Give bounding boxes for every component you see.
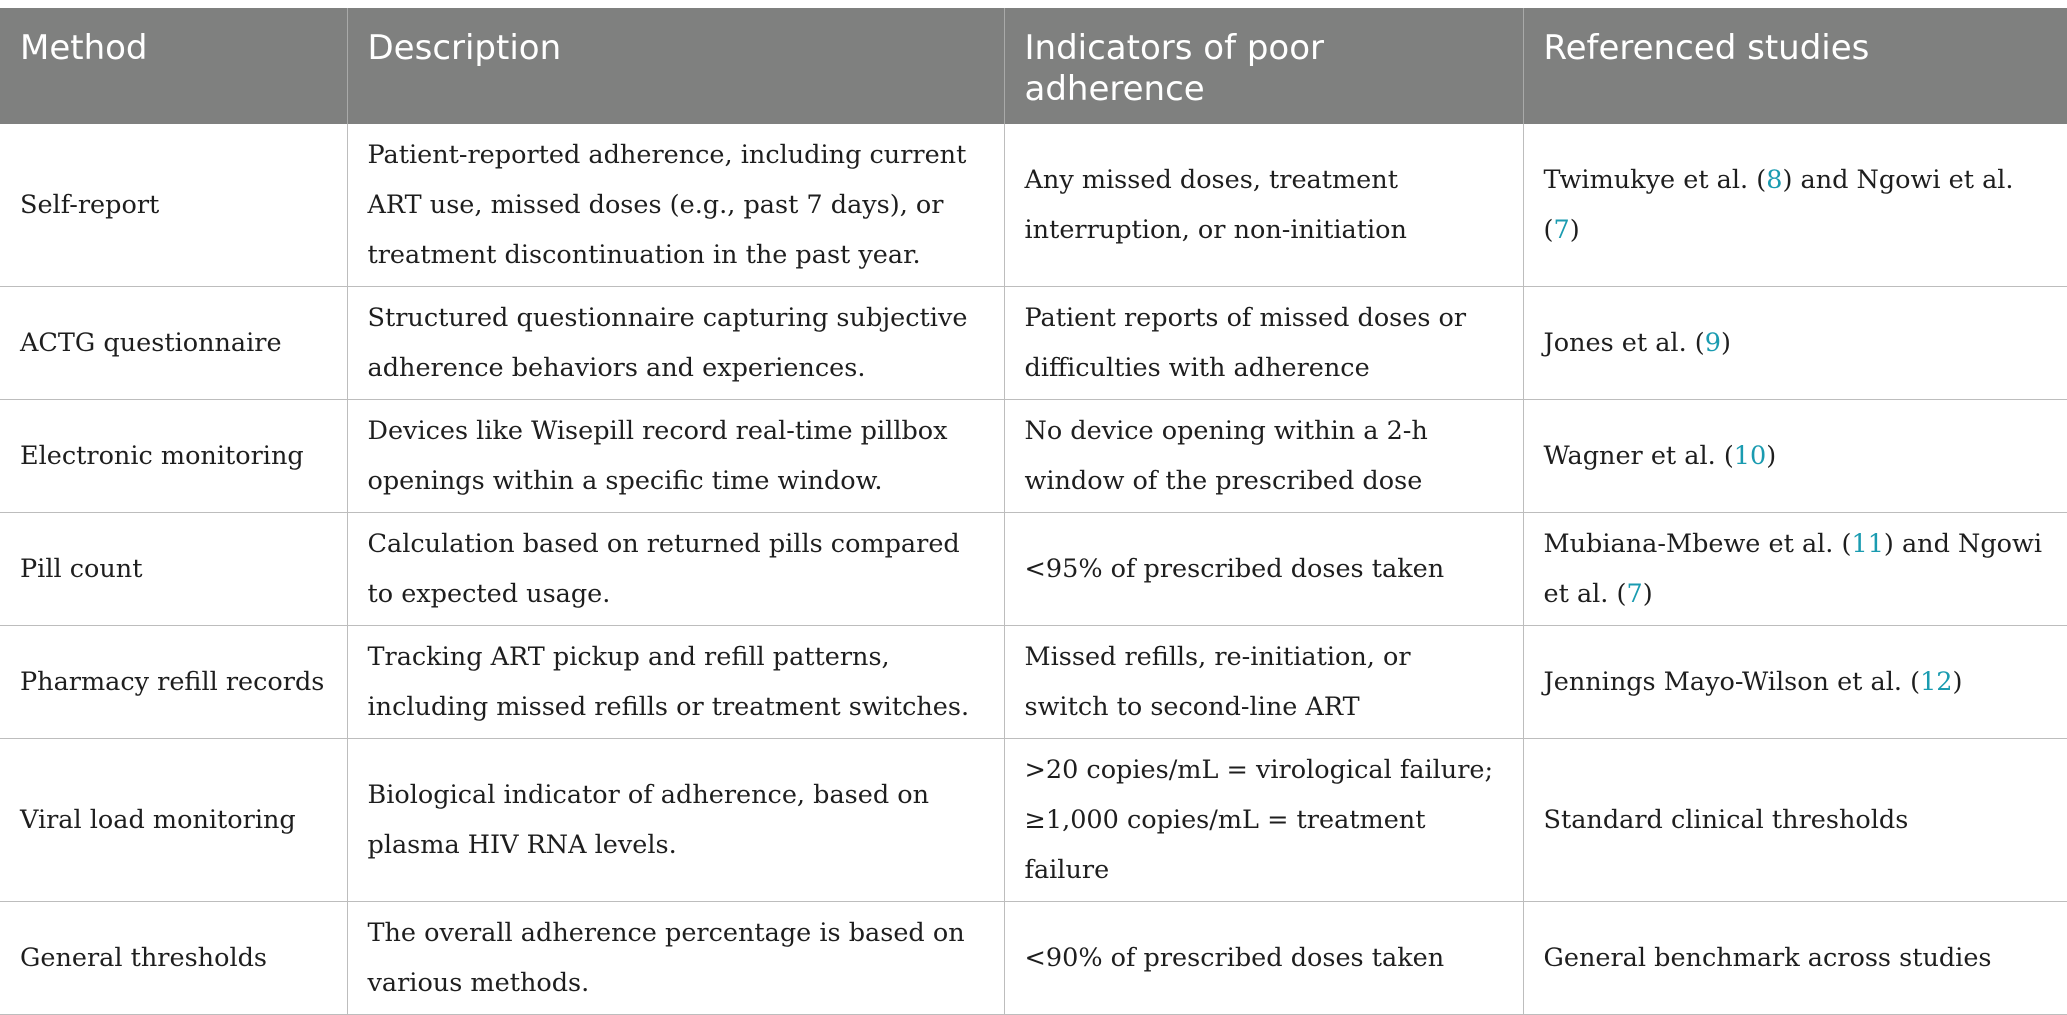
method-cell: Viral load monitoring — [0, 739, 347, 902]
indicators-cell: Any missed doses, treatment interruption, or non-initiation — [1004, 124, 1523, 287]
method-cell: Electronic monitoring — [0, 400, 347, 513]
references-cell — [1523, 400, 2067, 513]
reference-author: Jennings Mayo-Wilson et al. ( — [1543, 667, 1921, 697]
method-cell: General thresholds — [0, 902, 347, 1015]
reference-text: ) — [1952, 667, 1963, 697]
header-indicators: Indicators of poor adherence — [1004, 8, 1523, 124]
method-cell: Pill count — [0, 513, 347, 626]
reference-link-10[interactable]: 10 — [1733, 441, 1767, 471]
indicators-cell: Patient reports of missed doses or difficulties with adherence — [1004, 287, 1523, 400]
indicators-cell: Missed refills, re-initiation, or switch to second-line ART — [1004, 626, 1523, 739]
method-cell: Pharmacy refill records — [0, 626, 347, 739]
reference-text: ) — [1642, 579, 1653, 609]
description-cell: Patient-reported adherence, including current ART use, missed doses (e.g., past 7 days), or treatment discontinuation in the past year. — [347, 124, 1004, 287]
indicators-cell: <90% of prescribed doses taken — [1004, 902, 1523, 1015]
description-cell: Structured questionnaire capturing subjective adherence behaviors and experiences. — [347, 287, 1004, 400]
references-cell — [1523, 287, 2067, 400]
table-body — [0, 124, 2067, 1015]
header-row — [0, 8, 2067, 124]
header-method: Method — [0, 8, 347, 124]
reference-text: ) and Ngowi et al. ( — [1543, 165, 2014, 245]
indicator-line: ≥1,000 copies/mL = treatment failure — [1024, 805, 1426, 885]
reference-text: ) — [1720, 328, 1731, 358]
header-referenced-studies: Referenced studies — [1523, 8, 2067, 124]
header-description: Description — [347, 8, 1004, 124]
indicators-cell: No device opening within a 2-h window of the prescribed dose — [1004, 400, 1523, 513]
method-cell: Self-report — [0, 124, 347, 287]
description-cell: Devices like Wisepill record real-time pillbox openings within a specific time window. — [347, 400, 1004, 513]
table-row — [0, 902, 2067, 1015]
reference-author: Wagner et al. ( — [1543, 441, 1734, 471]
table-row — [0, 124, 2067, 287]
reference-text: ) and Ngowi et al. ( — [1543, 529, 2043, 609]
reference-author: Jones et al. ( — [1543, 328, 1705, 358]
reference-link-12[interactable]: 12 — [1920, 667, 1953, 697]
table-row — [0, 739, 2067, 902]
reference-link-8[interactable]: 8 — [1766, 165, 1783, 195]
references-cell — [1523, 626, 2067, 739]
table-row — [0, 626, 2067, 739]
table-row — [0, 400, 2067, 513]
reference-author: Mubiana-Mbewe et al. ( — [1543, 529, 1852, 559]
table-row — [0, 287, 2067, 400]
description-cell: Biological indicator of adherence, based on plasma HIV RNA levels. — [347, 739, 1004, 902]
description-cell: Tracking ART pickup and refill patterns, including missed refills or treatment switches. — [347, 626, 1004, 739]
description-cell: The overall adherence percentage is based on various methods. — [347, 902, 1004, 1015]
table-header — [0, 8, 2067, 124]
indicator-line: >20 copies/mL = virological failure; — [1024, 755, 1494, 785]
reference-link-9[interactable]: 9 — [1704, 328, 1721, 358]
references-cell: General benchmark across studies — [1523, 902, 2067, 1015]
references-cell — [1523, 124, 2067, 287]
method-cell: ACTG questionnaire — [0, 287, 347, 400]
reference-link-11[interactable]: 11 — [1851, 529, 1884, 559]
indicators-cell — [1004, 739, 1523, 902]
description-cell: Calculation based on returned pills compared to expected usage. — [347, 513, 1004, 626]
reference-text: ) — [1569, 215, 1580, 245]
references-cell — [1523, 513, 2067, 626]
reference-link-7[interactable]: 7 — [1626, 579, 1643, 609]
table-row — [0, 513, 2067, 626]
indicators-cell: <95% of prescribed doses taken — [1004, 513, 1523, 626]
reference-text: ) — [1766, 441, 1777, 471]
reference-link-7[interactable]: 7 — [1553, 215, 1570, 245]
reference-author: Twimukye et al. ( — [1543, 165, 1767, 195]
references-cell: Standard clinical thresholds — [1523, 739, 2067, 902]
adherence-methods-table — [0, 8, 2067, 1015]
